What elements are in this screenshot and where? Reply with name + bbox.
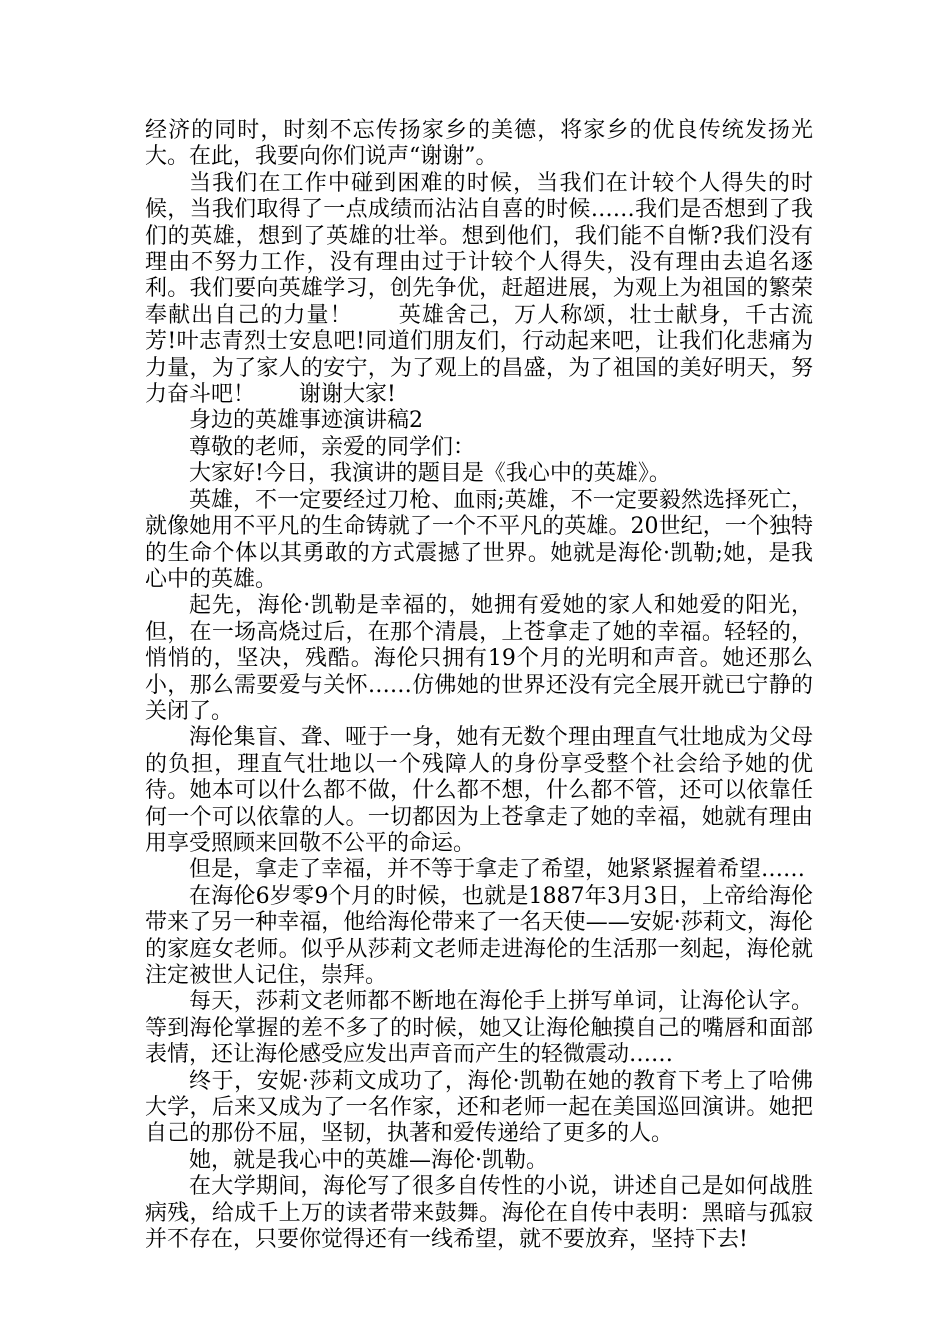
- paragraph-8: 海伦集盲、聋、哑于一身，她有无数个理由理直气壮地成为父母的负担，理直气壮地以一个残障人的身份享受整个社会给予她的优待。她本可以什么都不做，什么都不想，什么都不管，还可以依靠任何一个可以依靠的人。一切都因为上苍拿走了她的幸福，她就有理由用享受照顾来回敬不公平的命运。: [145, 725, 813, 856]
- paragraph-14: 在大学期间，海伦写了很多自传性的小说，讲述自己是如何战胜病残，给成千上万的读者带来鼓舞。海伦在自传中表明：黑暗与孤寂并不存在，只要你觉得还有一线希望，就不要放弃，坚持下去!: [145, 1174, 813, 1253]
- paragraph-7: 起先，海伦·凯勒是幸福的，她拥有爱她的家人和她爱的阳光，但，在一场高烧过后，在那个清晨，上苍拿走了她的幸福。轻轻的，悄悄的，坚决，残酷。海伦只拥有19个月的光明和声音。她还那么小，那么需要爱与关怀……仿佛她的世界还没有完全展开就已宁静的关闭了。: [145, 593, 813, 724]
- paragraph-11: 每天，莎莉文老师都不断地在海伦手上拼写单词，让海伦认字。等到海伦掌握的差不多了的时候，她又让海伦触摸自己的嘴唇和面部表情，还让海伦感受应发出声音而产生的轻微震动……: [145, 989, 813, 1068]
- paragraph-10: 在海伦6岁零9个月的时候，也就是1887年3月3日，上帝给海伦带来了另一种幸福，他给海伦带来了一名天使——安妮·莎莉文，海伦的家庭女老师。似乎从莎莉文老师走进海伦的生活那一刻起，海伦就注定被世人记住，崇拜。: [145, 883, 813, 988]
- paragraph-9: 但是，拿走了幸福，并不等于拿走了希望，她紧紧握着希望……: [189, 857, 806, 883]
- paragraph-13: 她，就是我心中的英雄—海伦·凯勒。: [189, 1147, 548, 1173]
- paragraph-12: 终于，安妮·莎莉文成功了，海伦·凯勒在她的教育下考上了哈佛大学，后来又成为了一名作家，还和老师一起在美国巡回演讲。她把自己的那份不屈，坚韧，执著和爱传递给了更多的人。: [145, 1068, 813, 1147]
- paragraph-6: 英雄，不一定要经过刀枪、血雨;英雄，不一定要毅然选择死亡，就像她用不平凡的生命铸就了一个不平凡的英雄。20世纪，一个独特的生命个体以其勇敢的方式震撼了世界。她就是海伦·凯勒;她，是我心中的英雄。: [145, 487, 813, 592]
- paragraph-2: 当我们在工作中碰到困难的时候，当我们在计较个人得失的时候，当我们取得了一点成绩而沾沾自喜的时候……我们是否想到了我们的英雄，想到了英雄的壮举。想到他们，我们能不自惭?我们没有理由不努力工作，没有理由过于计较个人得失，没有理由去追名逐利。我们要向英雄学习，创先争优，赶超进展，为观上为祖国的繁荣奉献出自己的力量！ 英雄舍己，万人称颂，壮士献身，千古流芳!叶志青烈士安息吧!同道们朋友们，行动起来吧，让我们化悲痛为力量，为了家人的安宁，为了观上的昌盛，为了祖国的美好明天，努力奋斗吧！ 谢谢大家!: [145, 170, 813, 408]
- paragraph-1: 经济的同时，时刻不忘传扬家乡的美德，将家乡的优良传统发扬光大。在此，我要向你们说声“谢谢”。: [145, 118, 813, 170]
- document-body: [145, 118, 813, 1253]
- section-title: 身边的英雄事迹演讲稿2: [189, 408, 423, 434]
- greeting: 大家好!今日，我演讲的题目是《我心中的英雄》。: [189, 461, 671, 487]
- salutation: 尊敬的老师，亲爱的同学们：: [189, 434, 476, 460]
